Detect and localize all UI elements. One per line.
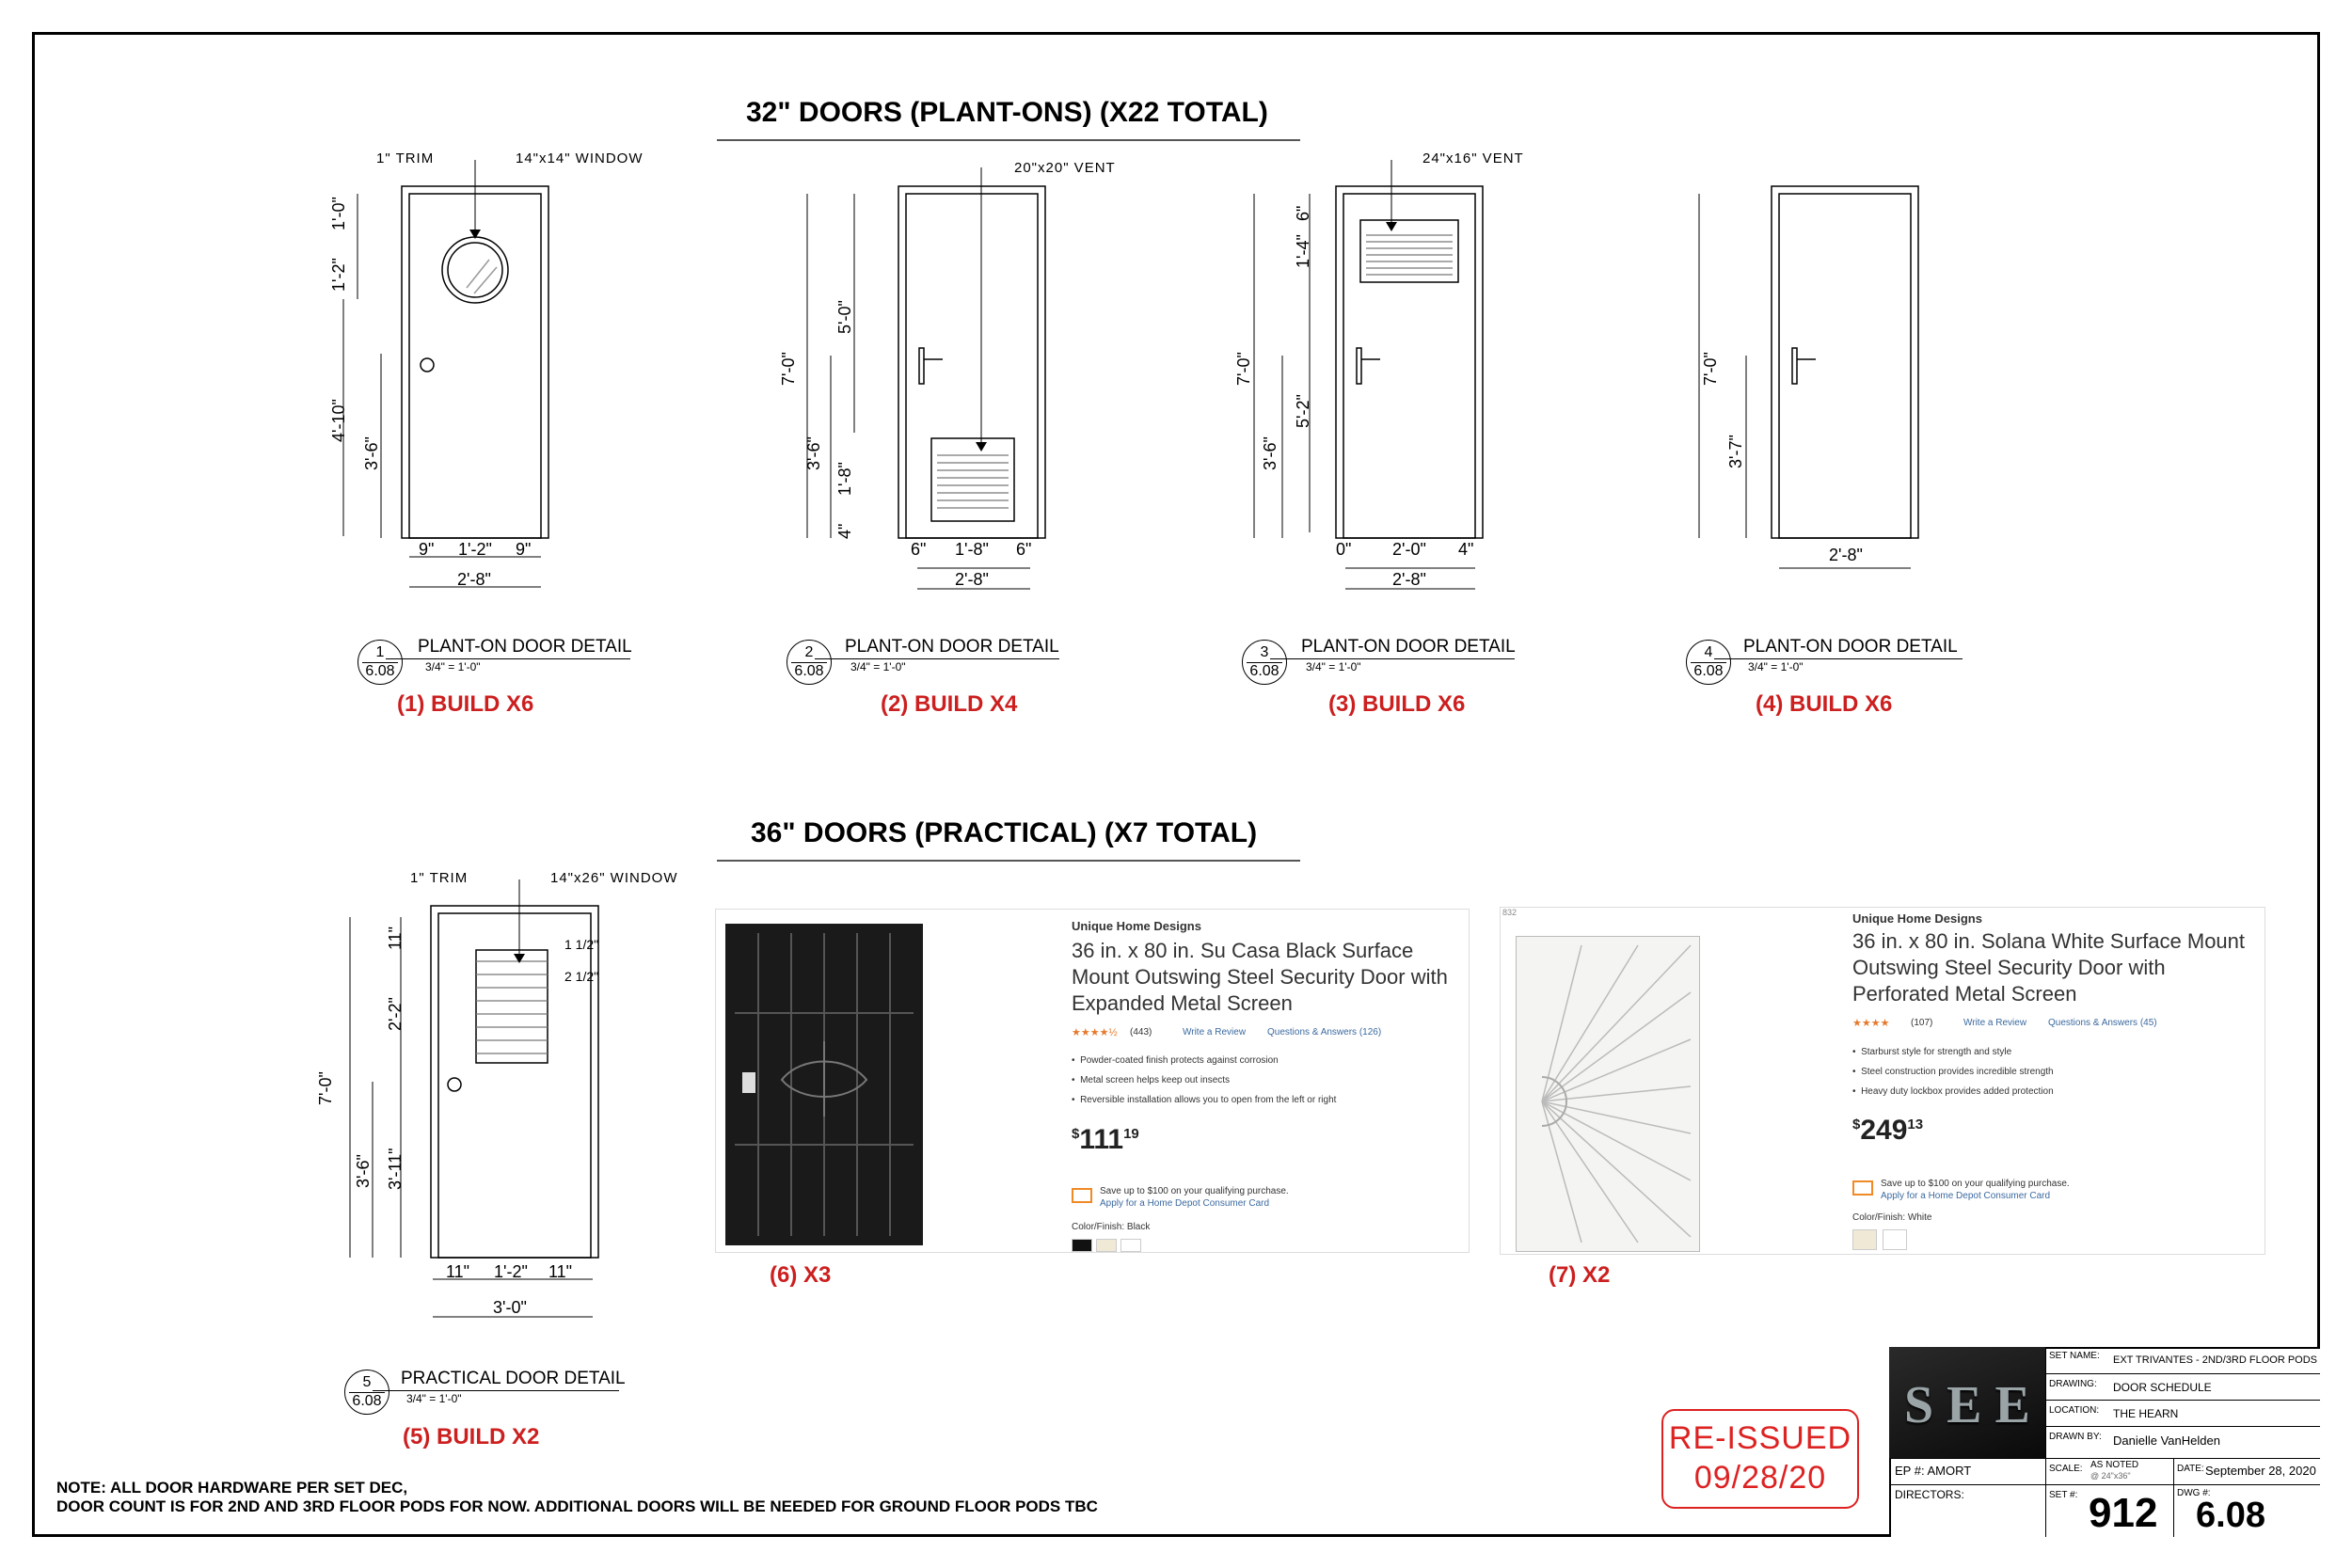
detail-rule: [1270, 658, 1515, 659]
stamp-line-1: RE-ISSUED: [1668, 1420, 1852, 1456]
drawn-by-value: Danielle VanHelden: [2113, 1433, 2220, 1448]
dim-label: 6": [1016, 540, 1032, 559]
price-cents: 19: [1123, 1126, 1139, 1142]
dim-label: 1'-2": [494, 1262, 528, 1281]
door-3-elevation: [1336, 160, 1483, 538]
dim-label: 6": [911, 540, 927, 559]
save-text: Save up to $100 on your qualifying purchase.: [1881, 1179, 2070, 1189]
dim-label: 3'-0": [493, 1298, 527, 1317]
scale-label: SCALE:: [2049, 1464, 2083, 1474]
bullet-text: Starburst style for strength and style: [1861, 1047, 2012, 1057]
detail-scale: 3/4" = 1'-0": [1748, 660, 1804, 673]
build-count-2: (2) BUILD X4: [881, 691, 1018, 717]
product-brand[interactable]: Unique Home Designs: [1072, 919, 1201, 933]
product-bullet: • Steel construction provides incredible strength: [1852, 1067, 2054, 1077]
dim-label: 7'-0": [316, 1071, 335, 1105]
corner-label: 832: [1502, 908, 1518, 917]
detail-callout-5: [344, 1370, 389, 1415]
build-count-7: (7) X2: [1549, 1262, 1611, 1288]
build-count-4: (4) BUILD X6: [1756, 691, 1893, 717]
product-card-7: [1500, 907, 2265, 1255]
set-name-value: EXT TRIVANTES - 2ND/3RD FLOOR PODS: [2113, 1354, 2317, 1366]
detail-title: PLANT-ON DOOR DETAIL: [845, 637, 1059, 657]
dim-label: 1'-8": [835, 462, 854, 496]
vent-label: 20"x20" VENT: [1014, 160, 1116, 176]
star-rating-icon: ★★★★: [1852, 1018, 1890, 1029]
dim-label: 4": [1458, 540, 1474, 559]
dim-label: 2'-8": [1829, 546, 1863, 564]
dim-label: 1'-2": [329, 258, 348, 292]
set-name-label: SET NAME:: [2049, 1351, 2100, 1361]
detail-rule: [1714, 658, 1963, 659]
door-2-elevation: [898, 167, 1045, 538]
location-label: LOCATION:: [2049, 1405, 2100, 1416]
scale-value: AS NOTED: [2090, 1460, 2139, 1470]
build-count-1: (1) BUILD X6: [397, 691, 534, 717]
product-bullet: • Heavy duty lockbox provides added protection: [1852, 1086, 2054, 1097]
detail-number: 2: [804, 644, 814, 660]
detail-scale: 3/4" = 1'-0": [850, 660, 906, 673]
slat-dim-label: 2 1/2": [564, 969, 599, 984]
door-product-image: [1516, 936, 1700, 1252]
scale-sub: @ 24"x36": [2090, 1471, 2131, 1481]
dim-label: 5'-0": [835, 300, 854, 334]
tb-divider: [2045, 1347, 2046, 1537]
qa-link[interactable]: Questions & Answers (126): [1267, 1027, 1382, 1037]
door-2-vent-slats: [937, 455, 1009, 508]
detail-number: 3: [1260, 644, 1269, 660]
write-review-link[interactable]: Write a Review: [1963, 1018, 2027, 1028]
detail-title: PLANT-ON DOOR DETAIL: [418, 637, 632, 657]
detail-rule: [386, 658, 630, 659]
detail-title: PRACTICAL DOOR DETAIL: [401, 1369, 626, 1388]
product-bullet: • Reversible installation allows you to open from the left or right: [1072, 1095, 1337, 1105]
section-title-32-doors: 32" DOORS (PLANT-ONS) (X22 TOTAL): [746, 97, 1268, 128]
dim-label: 6": [1294, 205, 1312, 221]
dim-label: 7'-0": [1701, 352, 1720, 386]
dim-label: 7'-0": [1234, 352, 1253, 386]
tb-divider: [1889, 1484, 2320, 1485]
detail-rule: [373, 1390, 619, 1391]
color-swatch-black[interactable]: [1072, 1239, 1092, 1252]
drawing-label: DRAWING:: [2049, 1379, 2097, 1389]
product-brand[interactable]: Unique Home Designs: [1852, 911, 1982, 926]
directors-label: DIRECTORS:: [1895, 1488, 1964, 1501]
dim-label: 11": [386, 926, 405, 950]
dim-label: 2'-8": [457, 570, 491, 589]
detail-number: 1: [375, 644, 385, 660]
product-bullet: • Powder-coated finish protects against corrosion: [1072, 1055, 1279, 1066]
color-finish-label: Color/Finish: White: [1852, 1212, 1932, 1223]
tb-divider: [1889, 1458, 2320, 1459]
color-finish-label: Color/Finish: Black: [1072, 1222, 1151, 1232]
location-value: THE HEARN: [2113, 1407, 2179, 1420]
detail-scale: 3/4" = 1'-0": [406, 1392, 462, 1405]
product-price: $^{\$}111^{19}$: [1072, 1124, 1139, 1155]
apply-card-link[interactable]: Apply for a Home Depot Consumer Card: [1100, 1198, 1270, 1209]
apply-card-link[interactable]: Apply for a Home Depot Consumer Card: [1881, 1191, 2051, 1201]
dim-label: 3'-6": [804, 436, 823, 470]
star-rating-icon: ★★★★½: [1072, 1027, 1118, 1038]
dim-label: 1'-0": [329, 197, 348, 230]
detail-title: PLANT-ON DOOR DETAIL: [1301, 637, 1516, 657]
detail-sheet: 6.08: [1693, 663, 1724, 679]
dim-label: 9": [419, 540, 435, 559]
detail-scale: 3/4" = 1'-0": [1306, 660, 1361, 673]
window-label: 14"x14" WINDOW: [516, 150, 644, 166]
detail-number: 4: [1704, 644, 1713, 660]
write-review-link[interactable]: Write a Review: [1183, 1027, 1247, 1037]
detail-sheet: 6.08: [1249, 663, 1279, 679]
save-text: Save up to $100 on your qualifying purchase.: [1100, 1186, 1289, 1196]
dim-label: 9": [516, 540, 532, 559]
door-4-elevation: [1772, 186, 1918, 538]
trim-label: 1" TRIM: [376, 150, 435, 166]
tb-divider: [2045, 1373, 2320, 1374]
trim-label: 1" TRIM: [410, 870, 469, 886]
dim-label: 3'-6": [354, 1154, 373, 1188]
build-count-3: (3) BUILD X6: [1328, 691, 1466, 717]
color-swatch-white[interactable]: [1120, 1239, 1141, 1252]
detail-title: PLANT-ON DOOR DETAIL: [1743, 637, 1958, 657]
slat-dim-label: 1 1/2": [564, 937, 599, 952]
detail-callout-2: [787, 640, 832, 685]
logo-text: SEE: [1904, 1376, 2043, 1434]
dim-label: 7'-0": [779, 352, 798, 386]
door-product-image: [725, 924, 923, 1245]
detail-callout-3: [1242, 640, 1287, 685]
build-count-5: (5) BUILD X2: [403, 1424, 540, 1449]
dim-label: 4": [835, 523, 854, 539]
vent-label: 24"x16" VENT: [1422, 150, 1524, 166]
tb-divider: [2045, 1400, 2320, 1401]
pointer-arrow: [976, 442, 987, 451]
card-icon: [1072, 1188, 1092, 1203]
bullet-text: Reversible installation allows you to open from the left or right: [1080, 1095, 1337, 1105]
dim-label: 11": [548, 1262, 573, 1281]
dim-label: 2'-8": [955, 570, 989, 589]
color-swatch-almond[interactable]: [1852, 1229, 1877, 1250]
stamp-line-2: 09/28/20: [1693, 1460, 1827, 1496]
bullet-text: Powder-coated finish protects against corrosion: [1080, 1055, 1279, 1066]
set-number-label: SET #:: [2049, 1490, 2078, 1500]
drawn-by-label: DRAWN BY:: [2049, 1432, 2102, 1442]
detail-number: 5: [362, 1374, 372, 1390]
product-card-6: [715, 909, 1470, 1253]
note-line-2: DOOR COUNT IS FOR 2ND AND 3RD FLOOR PODS FOR NOW. ADDITIONAL DOORS WILL BE NEEDED FOR GROUND FLOOR PODS TBC: [56, 1497, 1098, 1515]
bullet-text: Metal screen helps keep out insects: [1080, 1075, 1231, 1085]
dwg-number: 6.08: [2196, 1496, 2265, 1535]
date-label: DATE:: [2177, 1464, 2204, 1474]
bullet-text: Heavy duty lockbox provides added protection: [1861, 1086, 2054, 1097]
dim-label: 5'-2": [1294, 394, 1312, 428]
reissued-stamp: [1661, 1409, 1859, 1509]
product-title[interactable]: 36 in. x 80 in. Solana White Surface Mount Outswing Steel Security Door with Perforated Metal Screen: [1852, 929, 2246, 1006]
tb-divider: [2045, 1426, 2320, 1427]
dim-label: 0": [1336, 540, 1352, 559]
dim-label: 3'-6": [362, 436, 381, 470]
dim-label: 3'-11": [386, 1148, 405, 1190]
dim-label: 3'-7": [1726, 435, 1745, 468]
dim-label: 3'-6": [1261, 436, 1279, 470]
product-bullet: • Metal screen helps keep out insects: [1072, 1075, 1231, 1085]
window-label: 14"x26" WINDOW: [550, 870, 678, 886]
dim-label: 4'-10": [329, 399, 348, 442]
section-title-36-doors: 36" DOORS (PRACTICAL) (X7 TOTAL): [751, 817, 1258, 848]
build-count-6: (6) X3: [770, 1262, 832, 1288]
detail-rule: [815, 658, 1059, 659]
detail-sheet: 6.08: [794, 663, 824, 679]
door-3-vent-slats: [1366, 235, 1453, 275]
dim-label: 1'-4": [1294, 234, 1312, 268]
rating-count: (443): [1130, 1027, 1152, 1037]
color-swatch-almond[interactable]: [1096, 1239, 1117, 1252]
date-value: September 28, 2020: [2205, 1464, 2316, 1478]
drawing-value: DOOR SCHEDULE: [2113, 1381, 2212, 1394]
color-swatch-white[interactable]: [1883, 1229, 1907, 1250]
price-cents: 13: [1907, 1117, 1924, 1132]
card-icon: [1852, 1180, 1873, 1196]
set-number: 912: [2089, 1490, 2158, 1536]
note-line-1: NOTE: ALL DOOR HARDWARE PER SET DEC,: [56, 1479, 408, 1497]
dim-label: 2'-0": [1392, 540, 1426, 559]
bullet-text: Steel construction provides incredible strength: [1861, 1067, 2054, 1077]
dim-label: 2'-2": [386, 997, 405, 1031]
detail-callout-1: [358, 640, 403, 685]
tb-divider: [2173, 1458, 2174, 1537]
dim-label: 1'-2": [458, 540, 492, 559]
pointer-arrow: [1386, 222, 1397, 231]
door-1-elevation: [402, 160, 548, 538]
rating-count: (107): [1911, 1018, 1933, 1028]
company-logo: [1889, 1347, 2045, 1458]
door-5-window-slats: [476, 961, 548, 1053]
detail-sheet: 6.08: [365, 663, 395, 679]
ep-number: EP #: AMORT: [1895, 1464, 1972, 1478]
dim-label: 1'-8": [955, 540, 989, 559]
dwg-number-label: DWG #:: [2177, 1488, 2211, 1498]
dim-label: 11": [446, 1262, 470, 1281]
price-dollars: 249: [1860, 1115, 1908, 1146]
dim-label: 2'-8": [1392, 570, 1426, 589]
qa-link[interactable]: Questions & Answers (45): [2048, 1018, 2157, 1028]
detail-scale: 3/4" = 1'-0": [425, 660, 481, 673]
detail-sheet: 6.08: [352, 1393, 382, 1409]
product-bullet: • Starburst style for strength and style: [1852, 1047, 2012, 1057]
price-dollars: 111: [1079, 1124, 1124, 1155]
product-price: $^{\$}249^{13}$: [1852, 1115, 1924, 1146]
product-title[interactable]: 36 in. x 80 in. Su Casa Black Surface Mount Outswing Steel Security Door with Expanded Metal Screen: [1072, 939, 1448, 1015]
detail-callout-4: [1686, 640, 1731, 685]
